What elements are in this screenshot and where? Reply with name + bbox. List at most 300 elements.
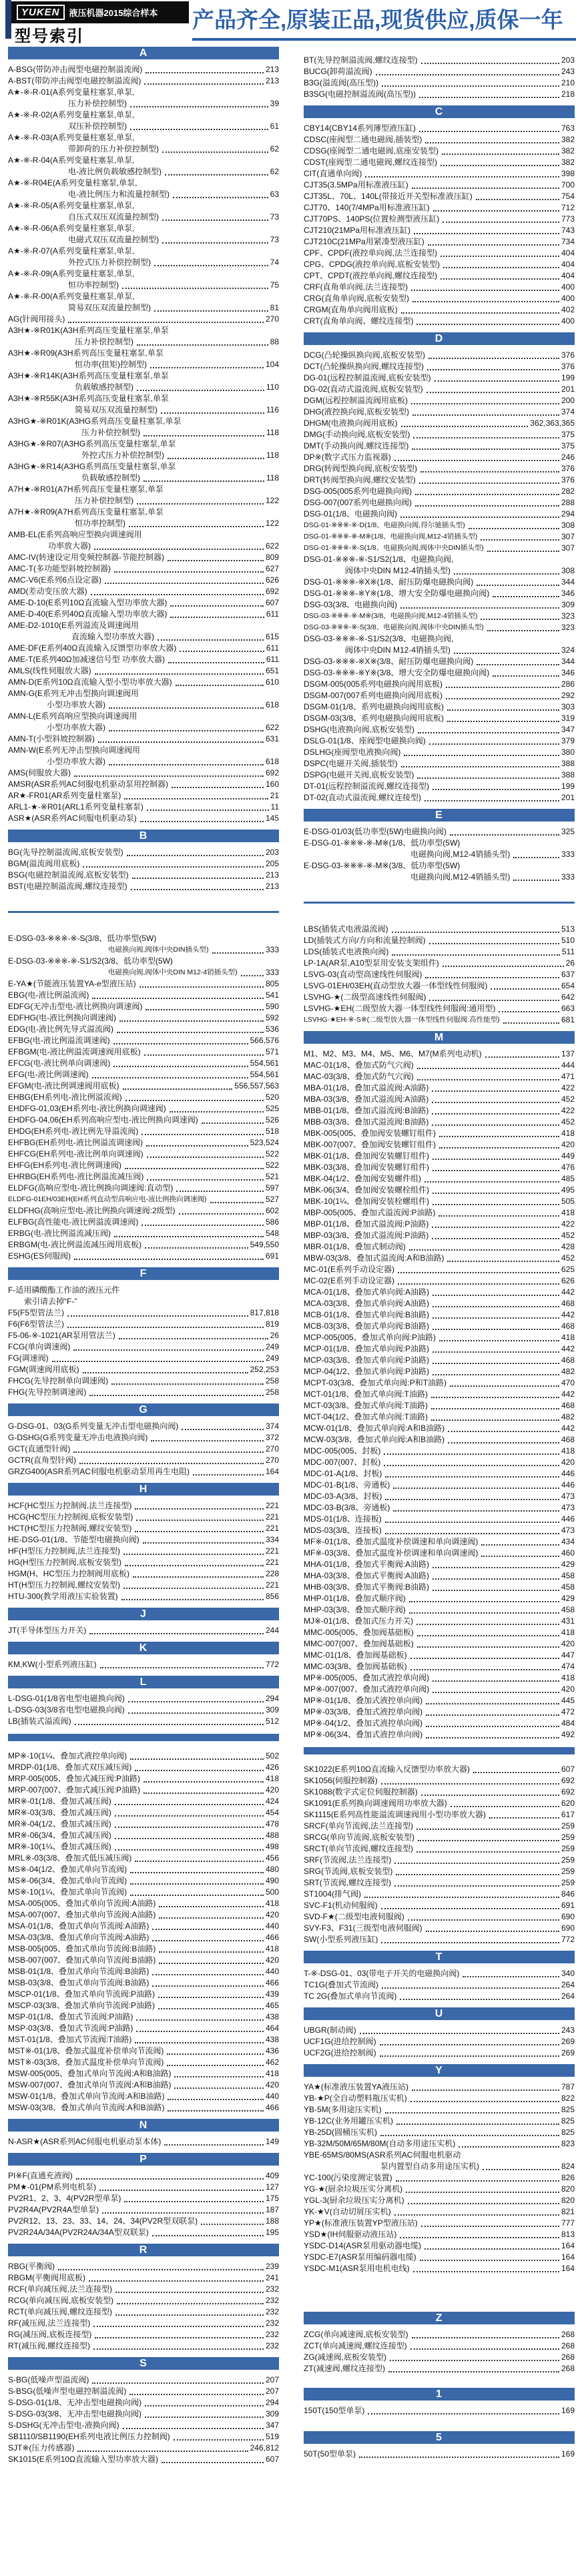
index-entry [8,1659,279,1670]
entry-page-number: 207 [265,2375,279,2384]
dotted-leader [152,2235,264,2236]
entry-label: MS※-06(3/4、叠加式单向节流阀) [8,1876,127,1885]
dotted-leader [73,1349,264,1351]
entry-label: A7H★-※R09(A7H系列高压变量柱塞泵,单泵 [8,507,164,517]
index-entry [8,98,279,109]
entry-label: A3H★-※R01K(A3H系列高压变量柱塞泵,单泵 [8,326,169,335]
dotted-leader [513,857,559,858]
dotted-leader [503,1022,559,1024]
entry-label: EBG(电-液比例溢流阀) [8,990,89,1000]
entry-page-number: 232 [265,2307,279,2316]
section-header-C [304,105,575,118]
dotted-leader [136,2031,264,2032]
index-entry [304,1604,575,1616]
index-entry [8,1796,279,1807]
index-entry [304,236,575,248]
dotted-leader [167,2053,264,2055]
entry-page-number: 73 [270,235,279,244]
dotted-leader [429,943,559,944]
entry-label: SVY-F3、F31(三级型电液伺服阀) [304,1923,422,1933]
entry-page-number: 246 [561,452,575,462]
entry-label: HT(H型压力控制阀,螺纹安装型) [8,1580,120,1590]
index-entry [304,554,575,565]
dotted-leader [409,1249,559,1251]
dotted-leader [115,2292,264,2293]
dotted-leader [431,1419,559,1421]
entry-label: MDC-03-A(3/8、封板) [304,1492,382,1501]
index-entry [304,667,575,679]
section-letter: M [434,1032,445,1043]
entry-page-number: 466 [265,2103,279,2112]
dotted-leader [170,617,264,618]
dotted-leader [417,1079,559,1080]
entry-label: MR※-04(1/2、叠加式减压阀) [8,1819,111,1829]
entry-label: A★-※-R-07(A系列变量柱塞泵,单泵, [8,246,135,256]
index-entry [304,565,575,577]
section-letter: F [139,1268,148,1279]
entry-page-number: 813 [561,2230,575,2239]
entry-label: MCPT-03(3/8、叠加式单向阀:P和T油路) [304,1378,447,1387]
index-entry [304,1889,575,1900]
index-entry [8,2091,279,2102]
index-entry [8,597,279,609]
entry-page-number: 488 [265,1831,279,1840]
entry-label: MR※-06(3/4、叠加式减压阀) [8,1831,111,1840]
entry-page-number: 821 [561,2207,575,2216]
index-entry [8,1171,279,1183]
entry-page-number: 428 [561,1242,575,1251]
entry-label: LP-1A(AR泵,A10型泵用安装支架组件) [304,958,439,968]
index-entry [8,2397,279,2408]
dotted-leader [202,1122,264,1124]
index-entry [8,1591,279,1602]
entry-label: SK1088(数字式定位伺服控制器) [304,1787,418,1797]
index-entry [8,1319,279,1330]
entry-label: SK1015(E系列10Ω直流输入型功率放大器) [8,2455,159,2464]
entry-label: MRP-007(007、叠加式减压阀:P油路) [8,1785,141,1795]
entry-label: FGM(调速阀用底板) [8,1365,79,1374]
entry-label: DGM(远程控制溢流阀用底板) [304,396,408,405]
dotted-leader [415,494,559,495]
entry-label: EFG(电-液比例调速阀) [8,1070,89,1079]
dotted-leader [115,2314,264,2316]
dotted-leader [117,2303,264,2304]
dotted-leader [152,1985,264,1987]
entry-page-number: 520 [265,1092,279,1102]
dotted-leader [487,551,559,552]
dotted-leader [170,605,264,607]
entry-label: HF(H型压力控制阀,法兰连接型) [8,1546,120,1556]
dotted-leader [400,607,559,609]
dotted-leader [432,1090,559,1092]
index-entry [304,1355,575,1366]
entry-label: A-BST(带防冲击阀型电磁控制溢流阀) [8,76,141,85]
entry-label: YK-★V(自动切屑压实机) [304,2207,391,2216]
index-entry [8,2408,279,2420]
entry-page-number: 239 [265,2262,279,2271]
index-entry [8,711,279,722]
index-entry [304,1185,575,1196]
entry-label: AMC-V6(E系列6点设定器) [8,575,102,585]
index-entry [304,1729,575,1740]
index-entry [8,348,279,359]
dotted-leader [83,1372,248,1373]
index-entry [304,1548,575,1559]
dotted-leader [173,197,268,198]
entry-page-number: 292 [561,691,575,700]
entry-label: MHB-03(3/8、叠加式平衡阀:B油路) [304,1582,430,1592]
entry-label: MMC-01(1/8、叠加阀基础板) [304,1650,407,1660]
dotted-leader [418,732,559,733]
entry-label: 索引请去掉“F-” [24,1297,77,1306]
dotted-leader [432,1578,559,1580]
entry-label: MBK-007(007、叠加阀安装螺钉组件) [304,1140,436,1149]
entry-label: YB-★P(全自动塑料瓶压实机) [304,2094,407,2103]
dotted-leader [167,2065,264,2066]
entry-label: LB(插装式溢流阀) [8,1716,71,1726]
dotted-leader [411,403,559,404]
index-entry [304,826,575,838]
entry-page-number: 259 [561,1878,575,1887]
dotted-leader [380,2055,559,2057]
entry-page-number: 382 [561,146,575,155]
index-entry [8,325,279,336]
dotted-leader [425,977,559,978]
entry-page-number: 420 [265,1955,279,1965]
entry-page-number: 777 [561,2218,575,2228]
entry-label: DHG(液控换向阀,底板安装型) [304,407,409,416]
index-entry [304,1923,575,1934]
entry-page-number: 400 [561,294,575,303]
index-entry [304,611,575,622]
entry-page-number: 207 [265,2386,279,2396]
dotted-leader [385,1499,559,1500]
entry-label: MCA-01(1/8、叠加式单向阀:A油路) [304,1287,430,1297]
entry-label: BUCG(卸荷溢流阀) [304,67,372,76]
entry-page-number: 122 [265,496,279,505]
index-columns [8,41,578,2465]
index-entry [8,404,279,416]
entry-label: CRF(直角单向阀,法兰连接型) [304,282,408,292]
index-entry [8,2204,279,2216]
entry-label: 小型功率放大器) [47,700,105,709]
index-entry [304,89,575,100]
index-entry [304,1116,575,1128]
index-entry [304,293,575,304]
index-entry [304,497,575,509]
index-entry [304,2263,575,2274]
entry-label: E-YA★(节能液压装置YA-e型液压站) [8,979,136,988]
dotted-leader [174,2439,264,2441]
entry-label: CDSC(座阀型二通电磁阀,插装型) [304,135,422,144]
section-letter: G [139,1404,148,1415]
dotted-leader [162,151,268,153]
entry-label: DSGM-01(1/8、系列电磁换向阀用底板) [304,702,445,711]
entry-page-number: 268 [561,2352,575,2362]
index-entry [304,1991,575,2002]
entry-page-number: 510 [561,936,575,945]
entry-label: RF(减压阀,法兰连接型) [8,2318,91,2328]
entry-label: MHA-03(3/8、叠加式平衡阀:A油路) [304,1571,430,1580]
index-entry [8,87,279,98]
entry-label: DSPC(电磁开关阀,插装型) [304,759,398,768]
dotted-leader [128,1701,264,1702]
entry-label: MRDP-01(1/8、叠加式双压减压阀) [8,1762,132,1772]
entry-label: MC-02(E系列手动设定器) [304,1276,395,1285]
entry-page-number: 110 [266,382,279,392]
entry-label: MDS-01(1/8、连接板) [304,1514,382,1524]
index-entry [304,2218,575,2229]
entry-page-number: 436 [265,2046,279,2055]
dotted-leader [123,1554,264,1555]
index-entry [8,121,279,132]
index-entry [8,1080,279,1092]
entry-page-number: 374 [561,407,575,416]
entry-page-number: 468 [561,1435,575,1444]
entry-label: RBGM(平衡阀用底板) [8,2273,85,2282]
index-entry [8,1285,279,1296]
index-entry [8,1841,279,1853]
entry-page-number: 700 [561,180,575,190]
entry-page-number: 259 [561,1833,575,1842]
entry-label: YB-25D(圆桶压实机) [304,2128,378,2137]
entry-label: BSG(电磁控制溢流阀,底板安装型) [8,870,129,880]
dotted-leader [137,344,268,346]
index-entry [304,969,575,980]
entry-page-number: 690 [561,1912,575,1921]
dotted-leader [162,2462,264,2463]
index-entry [8,1977,279,1989]
index-entry [304,679,575,690]
entry-page-number: 11 [270,802,279,812]
dotted-leader [416,1851,559,1853]
index-entry [304,2047,575,2059]
dotted-leader [123,2428,264,2429]
index-entry [304,860,575,872]
dotted-leader [394,460,559,461]
dotted-leader [147,810,269,811]
entry-label: DSPG(电磁开关阀,底板安装型) [304,770,414,779]
index-entry [304,1400,575,1411]
entry-page-number: 333 [561,850,575,859]
entry-label: S-DSG-01(1/8、无冲击型电磁换向阀) [8,2398,142,2407]
dotted-leader [450,834,559,836]
dotted-leader [421,1795,559,1796]
dotted-leader [439,1340,559,1341]
index-entry [8,609,279,620]
index-entry [304,1706,575,1718]
entry-label: A★-※-R-03(A系列变量柱塞泵,单泵, [8,133,135,142]
dotted-leader [179,1213,264,1215]
entry-label: MBR-01(1/8、叠加式制动阀) [304,1242,406,1251]
index-entry [304,2093,575,2104]
entry-label: SB1110/SB1190(EH系列电液比例压力控制阀) [8,2432,170,2441]
index-entry [304,1514,575,1525]
index-entry [8,978,279,990]
dotted-leader [487,630,559,631]
index-entry [8,654,279,665]
entry-label: PV2R1、2、3、4(PV2R型单泵) [8,2194,121,2203]
entry-label: 电磁式双压双流量控制型) [68,235,159,244]
section-header-T [304,1951,575,1963]
dotted-leader [393,1488,559,1489]
entry-label: E-DSG-01-※※※-※-M※(1/8、低功率型(5W) [304,838,461,848]
entry-label: MHA-01(1/8、叠加式平衡阀:A油路) [304,1560,430,1569]
entry-page-number: 246,812 [250,2443,279,2453]
entry-page-number: 823 [561,2139,575,2148]
dotted-leader [95,673,264,675]
dotted-leader [412,448,559,450]
dotted-leader [109,707,264,709]
index-entry [8,801,279,813]
dotted-leader [443,222,559,223]
entry-label: ZG(减速阀,底板安装型) [304,2352,386,2362]
dotted-leader [392,954,560,956]
index-entry [304,1241,575,1253]
index-entry [304,406,575,418]
index-entry [8,370,279,382]
dotted-leader [417,1646,559,1648]
index-entry [8,870,279,881]
entry-page-number: 763 [561,123,575,133]
entry-label: AMB-EL(E系列高响应型换向调速阀用 [8,530,142,539]
entry-label: FCG(单向调速阀) [8,1342,71,1351]
entry-label: AME-D2-1010(E系列溢流及调速阀用 [8,621,139,630]
index-entry [8,2329,279,2340]
dotted-leader [83,866,264,868]
index-entry [8,2284,279,2295]
dotted-leader [447,709,559,711]
entry-page-number: 478 [265,1819,279,1829]
entry-page-number: 566,576 [250,1036,279,1045]
dotted-leader [359,2457,559,2458]
dotted-leader [210,1202,264,1203]
entry-label: S-DSHG(无冲击型电-液换向阀) [8,2421,119,2430]
index-entry [8,677,279,688]
entry-label: A★-※-R-06(A系列变量柱塞泵,单泵, [8,224,135,233]
index-entry [304,1821,575,1832]
dotted-leader [93,2326,264,2327]
dotted-leader [392,932,559,933]
entry-label: DSG-03-※※※-※X※(3/8、耐压防爆电磁换向阀) [304,657,474,666]
page-divider [304,1747,575,1754]
dotted-leader [143,1781,264,1783]
entry-label: MHP-03(3/8、叠加式顺序阀) [304,1605,406,1614]
entry-page-number: 73 [270,212,279,222]
entry-label: E-DSG-03-※※※-※-S(3/8、低功率型(5W) [8,934,157,943]
entry-label: 直流输入型功率放大器) [71,632,154,641]
dotted-leader [432,1351,559,1353]
dotted-leader [410,2348,559,2350]
dotted-leader [74,1259,264,1260]
entry-page-number: 81 [270,303,279,312]
index-entry [304,1207,575,1219]
index-entry [304,1650,575,1661]
entry-label: AMLS(线性伺服放大器) [8,666,91,675]
index-entry [304,588,575,599]
dotted-leader [152,1940,264,1941]
entry-label: SK1056(伺服控制器) [304,1776,378,1785]
entry-page-number: 654 [561,981,575,990]
entry-label: SVC-F1(机动伺服阀) [304,1901,378,1910]
entry-page-number: 440 [265,2091,279,2101]
index-entry [8,1512,279,1523]
entry-page-number: 221 [265,1580,279,1590]
index-entry [304,1287,575,1298]
index-entry [304,123,575,134]
entry-page-number: 442 [561,1389,575,1399]
entry-page-number: 474 [561,1662,575,1671]
entry-page-number: 418 [561,1333,575,1342]
catalog-edition: 液压机器2015综合样本 [69,8,158,18]
dotted-leader [393,1510,559,1512]
entry-page-number: 294 [561,509,575,519]
entry-page-number: 404 [561,260,575,269]
index-entry [304,2252,575,2263]
index-entry [304,1071,575,1082]
dotted-leader [140,821,264,822]
entry-label: MSCP-03(3/8、叠加式单向节流阀:P油路) [8,2001,156,2010]
entry-page-number: 418 [265,1774,279,1783]
index-entry [304,1468,575,1480]
entry-page-number: 536 [265,1024,279,1034]
entry-label: MBP-005(005、叠加式溢流阀:P油路) [304,1208,436,1217]
entry-label: MDC-01-B(1/8、旁通板) [304,1480,390,1490]
entry-label: A3H★-※R14K(A3H系列高压变量柱塞泵,单泵 [8,371,169,380]
entry-label: HTU-300(教学用液压实验装置) [8,1592,118,1601]
entry-label: DSGM-03(3/8、系列电磁换向阀用底板) [304,713,445,723]
entry-page-number: 309 [265,1705,279,1714]
entry-label: MCA-03(3/8、叠加式单向阀:A油路) [304,1299,430,1308]
entry-page-number: 127 [265,2182,279,2192]
index-entry [8,1183,279,1194]
dotted-leader [400,517,559,518]
index-entry [8,813,279,824]
index-entry [8,2011,279,2023]
entry-label: AMC-IV(转速设定用变频控制器-节能控制器) [8,553,164,562]
dotted-leader [454,653,559,654]
entry-label: DSLHG(座阀型电液换向阀) [304,747,401,757]
index-entry [8,767,279,779]
dotted-leader [164,2144,264,2146]
dotted-leader [111,1383,264,1385]
entry-page-number: 228 [265,1569,279,1578]
entry-label: ELFBG(高性能电-液比例溢流调速阀) [8,1217,139,1227]
index-entry [8,722,279,733]
entry-page-number: 259 [561,1867,575,1876]
entry-page-number: 512 [265,1716,279,1726]
index-entry [304,531,575,543]
entry-label: DSG-01(1/8、电磁换向阀) [304,509,398,519]
dotted-leader [404,755,559,756]
index-entry [304,463,575,474]
dotted-leader [408,2203,559,2204]
dotted-leader [115,1849,264,1851]
entry-label: CPT、CPDT(液控单向阀,螺纹连接型) [304,271,437,280]
entry-label: SRCF(单向节流阀,法兰连接型) [304,1821,413,1831]
dotted-leader [147,1179,264,1181]
section-header-E [304,809,575,822]
dotted-leader [360,2033,559,2034]
entry-label: ZCT(单向减速阀,螺纹连接型) [304,2341,407,2350]
dotted-leader [418,1840,559,1841]
section-rule [304,902,575,904]
index-entry [304,758,575,769]
entry-page-number: 454 [265,1808,279,1817]
index-entry [8,484,279,495]
index-entry [8,1205,279,1217]
dotted-leader [412,301,559,302]
